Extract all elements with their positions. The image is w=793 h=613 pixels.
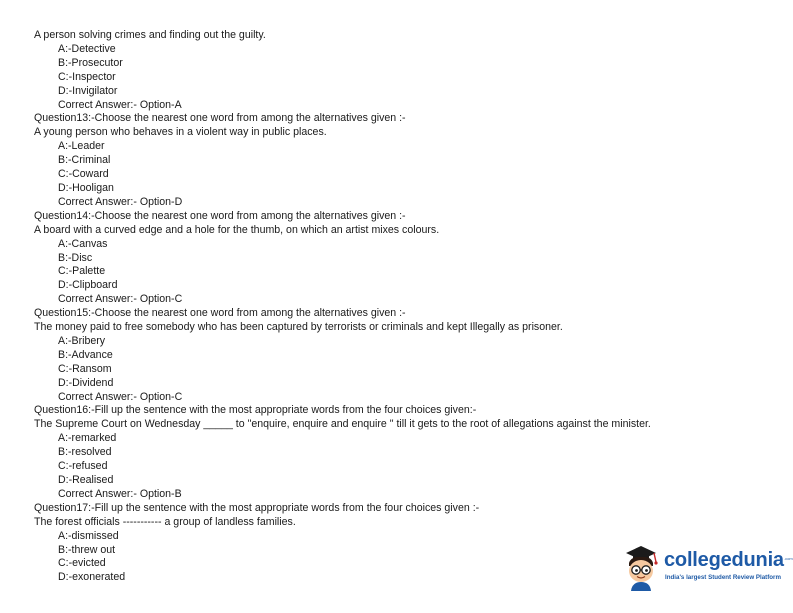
question-text: A young person who behaves in a violent way in public places. bbox=[34, 126, 327, 139]
answer-option: A:-Detective bbox=[58, 42, 116, 55]
correct-answer: Correct Answer:- Option-C bbox=[58, 390, 183, 403]
answer-option: C:-Palette bbox=[58, 265, 106, 278]
correct-answer: Correct Answer:- Option-B bbox=[58, 487, 182, 500]
correct-answer: Correct Answer:- Option-D bbox=[58, 195, 183, 208]
brand-name: collegedunia bbox=[664, 549, 784, 571]
question-header: Question13:-Choose the nearest one word from among the alternatives given :- bbox=[34, 112, 406, 125]
collegedunia-watermark bbox=[620, 543, 793, 593]
answer-option: D:-Hooligan bbox=[58, 181, 114, 194]
answer-option: B:-resolved bbox=[58, 446, 112, 459]
student-mascot-icon bbox=[620, 543, 662, 591]
document-body bbox=[34, 29, 774, 585]
question-header: Question15:-Choose the nearest one word from among the alternatives given :- bbox=[34, 307, 406, 320]
question-text: A person solving crimes and finding out the guilty. bbox=[34, 29, 266, 41]
brand-tagline: India's largest Student Review Platform bbox=[665, 574, 781, 581]
answer-option: A:-Bribery bbox=[58, 334, 106, 347]
answer-option: D:-Invigilator bbox=[58, 84, 118, 97]
answer-option: A:-dismissed bbox=[58, 529, 119, 542]
question-text: The forest officials ----------- a group of landless families. bbox=[34, 515, 296, 528]
brand-name-suffix: .com bbox=[784, 556, 793, 561]
question-text: The money paid to free somebody who has been captured by terrorists or criminals and kept Illegally as prisoner. bbox=[34, 321, 563, 334]
question-header: Question14:-Choose the nearest one word from among the alternatives given :- bbox=[34, 209, 406, 222]
answer-option: A:-Leader bbox=[58, 140, 105, 153]
answer-option: A:-remarked bbox=[58, 432, 117, 445]
answer-option: B:-threw out bbox=[58, 543, 116, 556]
answer-option: C:-Ransom bbox=[58, 362, 112, 375]
answer-option: C:-Coward bbox=[58, 168, 109, 181]
answer-option: D:-Dividend bbox=[58, 376, 114, 389]
question-header: Question17:-Fill up the sentence with the most appropriate words from the four choices given :- bbox=[34, 501, 480, 514]
answer-option: C:-evicted bbox=[58, 557, 106, 570]
answer-option: C:-Inspector bbox=[58, 70, 116, 83]
question-text: The Supreme Court on Wednesday _____ to "enquire, enquire and enquire " till it gets to the root of allegations against the minister. bbox=[34, 418, 651, 431]
answer-option: C:-refused bbox=[58, 460, 108, 473]
answer-option: A:-Canvas bbox=[58, 237, 108, 250]
question-header: Question16:-Fill up the sentence with the most appropriate words from the four choices given:- bbox=[34, 404, 477, 417]
answer-option: B:-Disc bbox=[58, 251, 93, 264]
correct-answer: Correct Answer:- Option-A bbox=[58, 98, 182, 111]
answer-option: B:-Advance bbox=[58, 348, 113, 361]
correct-answer: Correct Answer:- Option-C bbox=[58, 293, 183, 306]
answer-option: D:-Realised bbox=[58, 474, 114, 486]
answer-option: B:-Prosecutor bbox=[58, 56, 123, 69]
answer-option: B:-Criminal bbox=[58, 154, 111, 167]
question-text: A board with a curved edge and a hole for the thumb, on which an artist mixes colours. bbox=[34, 223, 440, 236]
answer-option: D:-Clipboard bbox=[58, 279, 118, 292]
answer-option: D:-exonerated bbox=[58, 571, 126, 584]
